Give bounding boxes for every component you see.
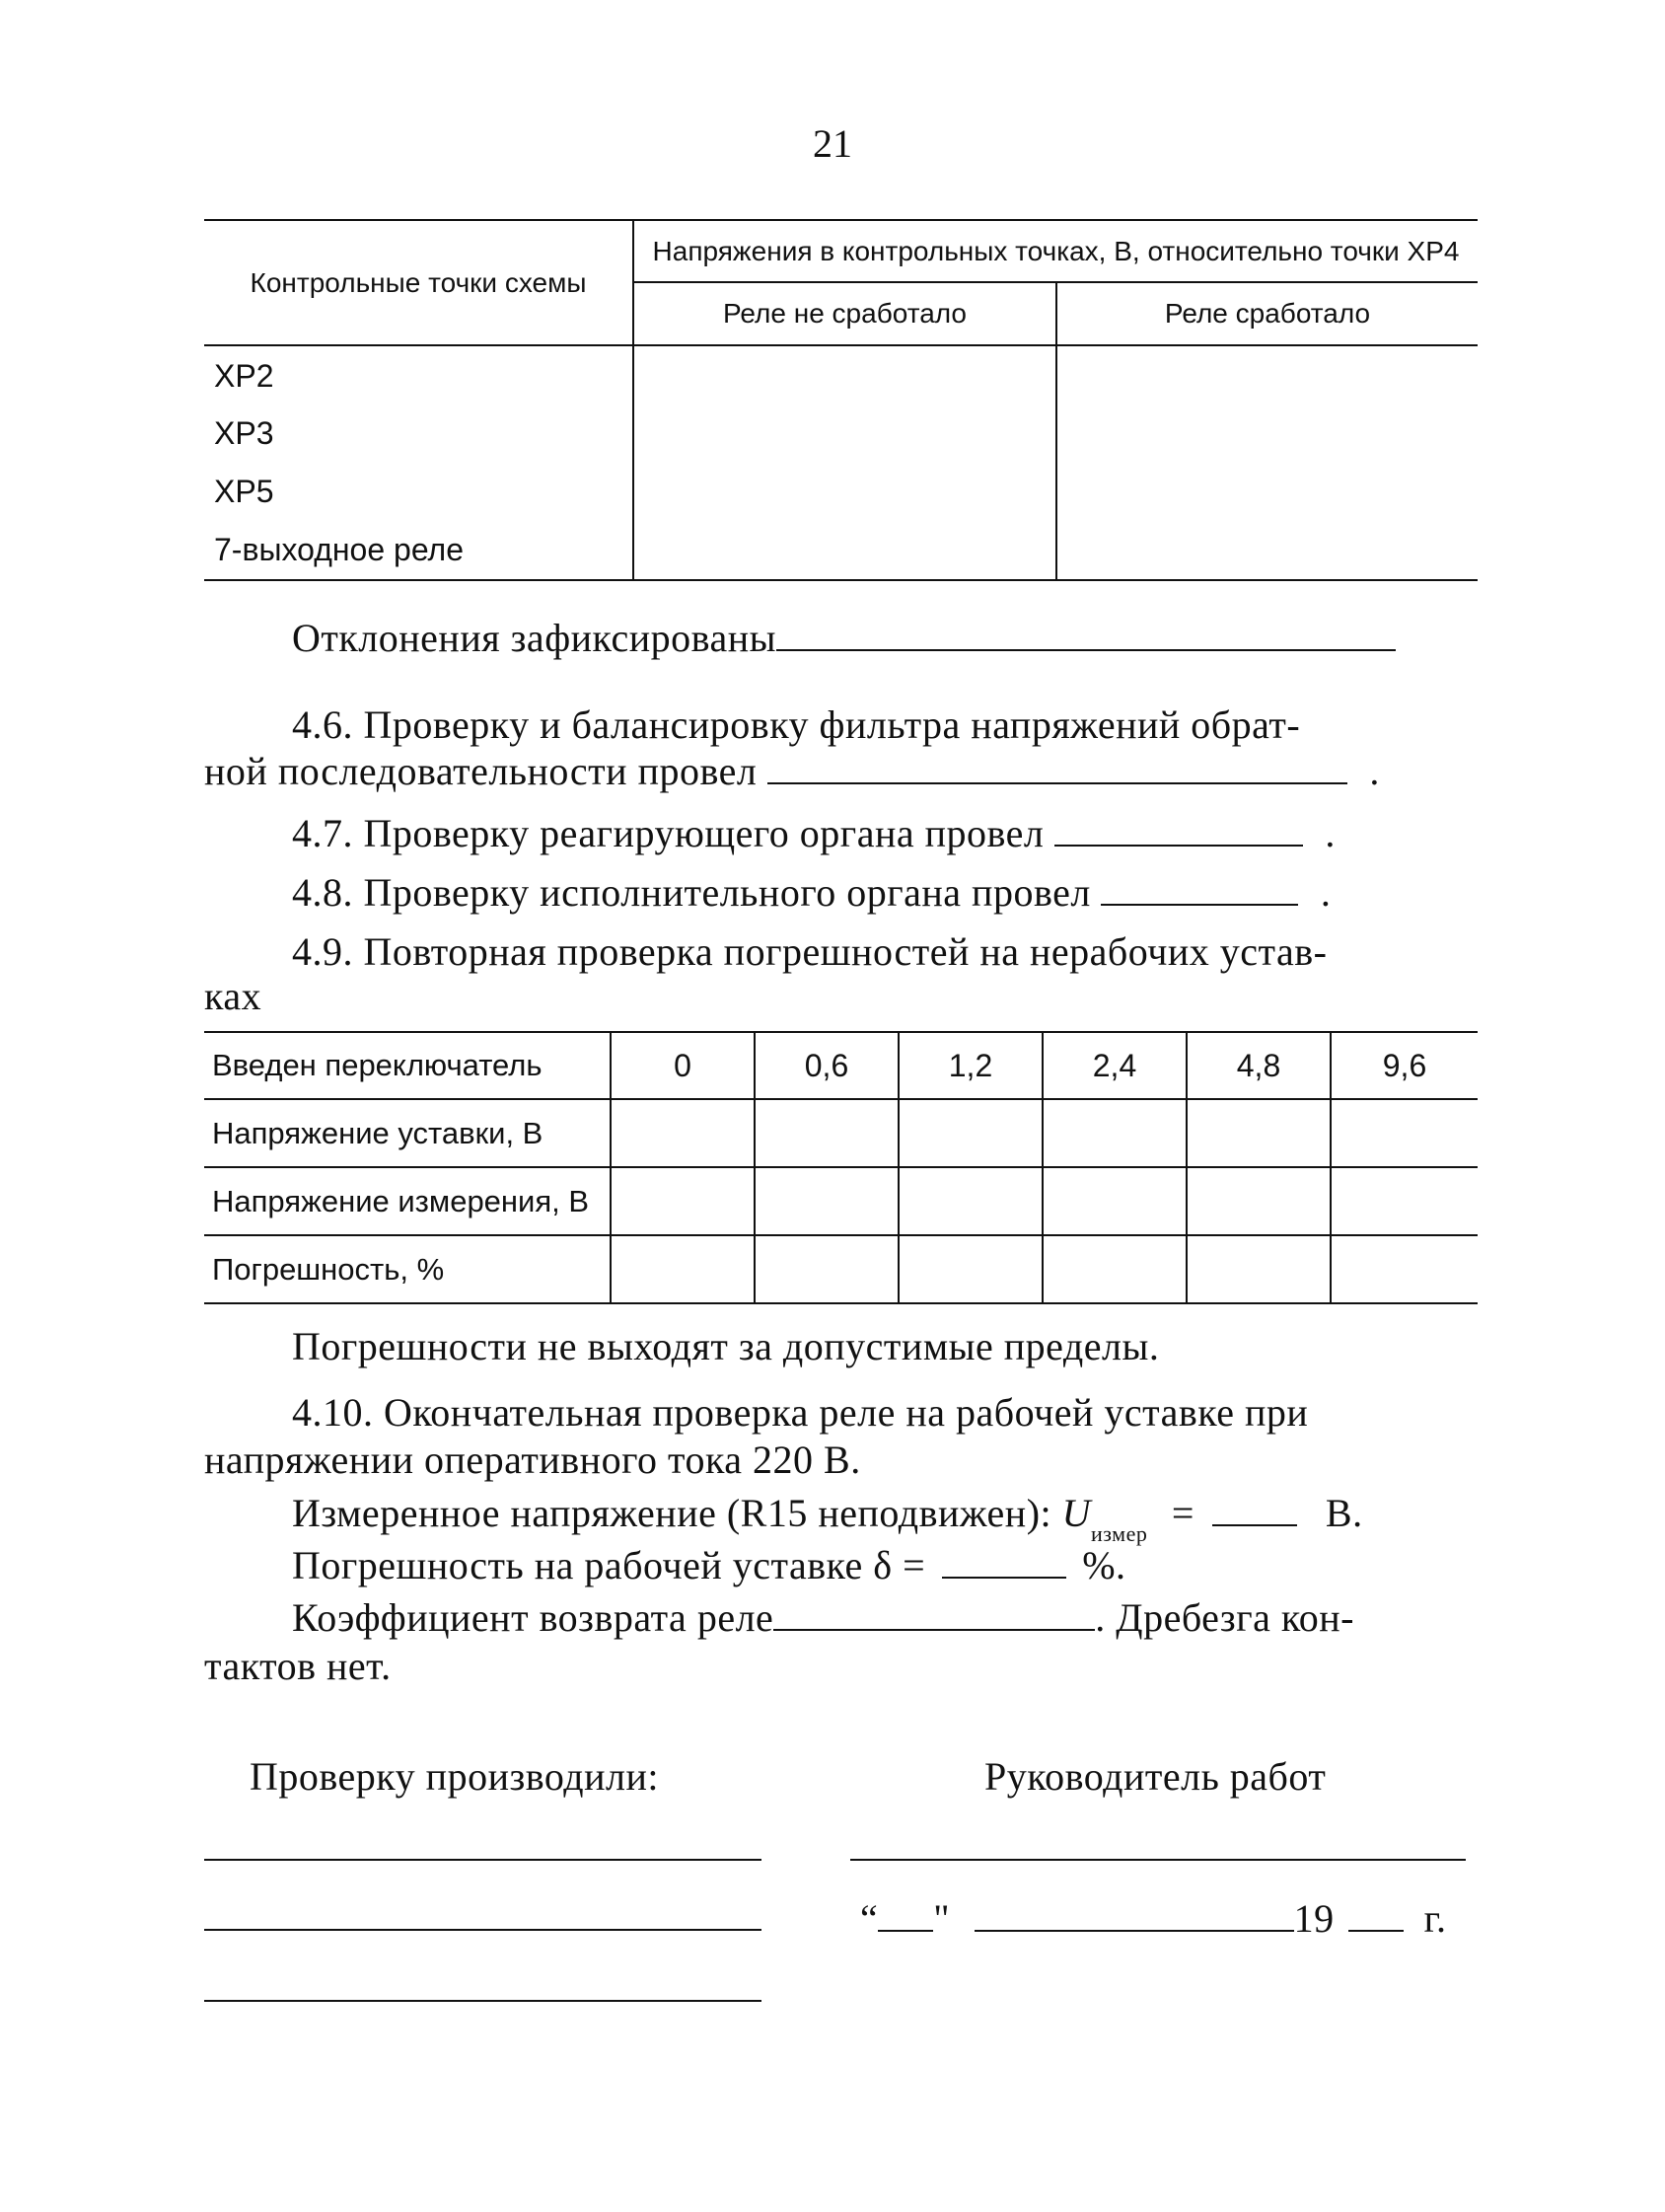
year-blank [1348,1900,1404,1932]
deviations-label: Отклонения зафиксированы [292,616,777,660]
year-prefix: 19 [1293,1896,1335,1941]
working-error-unit: %. [1082,1543,1126,1587]
signature-line [204,1859,761,1861]
column-header-value: 9,6 [1382,1047,1427,1083]
supervisor-title: Руководитель работ [984,1754,1327,1799]
item-4-7-blank [1054,815,1303,847]
date-line [860,1894,1447,1944]
column-header-relay-tripped: Реле сработало [1164,298,1371,329]
trailing-dot: . [1325,811,1336,855]
deviations-line [292,614,1396,663]
table-row-label: Погрешность, % [212,1252,445,1287]
return-coefficient-line2: тактов нет. [204,1644,392,1688]
item-4-8-line [292,868,1331,918]
table-header-label: Введен переключатель [212,1048,543,1082]
table-row-label: ХР5 [214,474,274,509]
page-number: 21 [813,121,852,166]
table-row-label: Напряжение измерения, В [212,1184,590,1218]
return-coefficient-label: Коэффициент возврата реле [292,1595,774,1640]
working-error-line [292,1541,1126,1590]
item-4-6-line2 [204,747,1380,796]
measured-voltage-label: Измеренное напряжение (R15 неподвижен): [292,1491,1062,1535]
column-header-value: 1,2 [948,1047,993,1083]
item-4-9-line2: ках [204,974,262,1018]
supervisor-signature-line [850,1859,1466,1861]
item-4-6-line1: 4.6. Проверку и балансировку фильтра напряжений обрат- [292,702,1301,747]
table-row-label: ХР3 [214,415,274,451]
table-bottom-rule [204,1302,1478,1304]
return-coefficient-line [292,1593,1354,1643]
column-header-control-points: Контрольные точки схемы [250,266,587,298]
item-4-9-line1: 4.9. Повторная проверка погрешностей на нерабочих устав- [292,929,1328,974]
table-row-rule [204,1234,1478,1236]
trailing-dot: . [1369,749,1380,793]
trailing-dot: . [1320,870,1332,915]
voltage-subscript: измер [1091,1521,1148,1546]
year-suffix: г. [1423,1896,1447,1941]
day-blank [878,1900,933,1932]
equals-sign: = [1171,1491,1194,1535]
column-header-value: 0 [674,1047,691,1083]
quote-open: “ [860,1896,879,1941]
item-4-8-blank [1101,874,1298,906]
table-row-rule [204,1098,1478,1100]
working-error-blank [942,1547,1066,1579]
item-4-6-blank [767,753,1347,784]
quote-close: " [933,1896,951,1941]
table-row-label: Напряжение уставки, В [212,1116,543,1150]
column-group-header-voltages: Напряжения в контрольных точках, В, относительно точки ХР4 [652,235,1460,266]
deviations-blank [776,620,1396,651]
column-header-relay-not-tripped: Реле не сработало [722,298,968,329]
measured-voltage-blank [1212,1495,1297,1526]
item-4-8-text: 4.8. Проверку исполнительного органа провел [292,870,1091,915]
column-header-value: 0,6 [804,1047,849,1083]
item-4-7-line [292,809,1336,858]
performed-by-title: Проверку производили: [250,1754,659,1799]
voltage-symbol: U [1061,1491,1092,1535]
table-header-rule [204,344,1478,346]
errors-within-limits: Погрешности не выходят за допустимые пределы. [292,1324,1160,1368]
item-4-7-text: 4.7. Проверку реагирующего органа провел [292,811,1045,855]
column-header-value: 4,8 [1236,1047,1281,1083]
column-header-value: 2,4 [1092,1047,1137,1083]
measured-voltage-unit: В. [1325,1491,1363,1535]
item-4-6-text: ной последовательности провел [204,749,758,793]
item-4-10-line1: 4.10. Окончательная проверка реле на рабочей уставке при [292,1390,1309,1435]
signature-line [204,2000,761,2002]
return-coefficient-blank [773,1599,1095,1631]
return-coefficient-suffix: . Дребезга кон- [1095,1595,1354,1640]
table-bottom-rule [204,579,1478,581]
table-row-label: ХР2 [214,358,274,394]
working-error-label: Погрешность на рабочей уставке δ = [292,1543,926,1587]
item-4-10-line2: напряжении оперативного тока 220 В. [204,1438,861,1482]
signature-line [204,1929,761,1931]
table-row-label: 7-выходное реле [214,532,465,567]
table-row-rule [204,1166,1478,1168]
month-blank [975,1900,1294,1932]
